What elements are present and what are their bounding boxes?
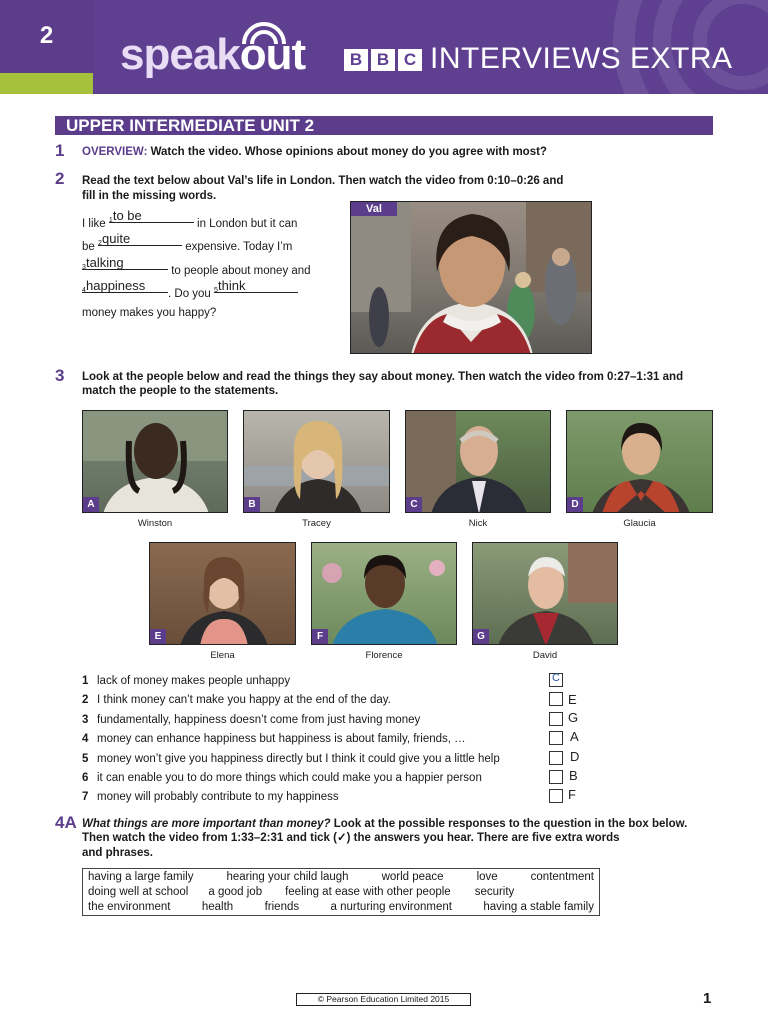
statement-row: 4 money can enhance happiness but happiness is about family, friends, … [82, 733, 466, 746]
person-name: David [532, 650, 558, 661]
speakout-logo: speakout [120, 30, 306, 79]
photo-label: Val [351, 202, 397, 216]
q2-gapfill-text: I like $^1$ to be in London but it can be $^2$ quite expensive. Today I’m $^3$ talking to people about money and $^4$ happiness . Do you $^5$ think money makes you happy? [82, 208, 311, 320]
q4-instruction-line1: What things are more important than money? Look at the possible responses to the question in the box below. [82, 818, 688, 830]
answer-letter: E [568, 692, 577, 708]
word-box [82, 868, 600, 916]
word-option[interactable]: hearing your child laugh [226, 871, 349, 883]
person-photo [82, 410, 228, 513]
person-name: Nick [468, 518, 488, 529]
answer-box[interactable] [549, 712, 563, 726]
word-option[interactable]: a nurturing environment [330, 901, 452, 913]
person-name: Winston [137, 518, 173, 529]
person-name: Elena [210, 650, 235, 661]
word-option[interactable]: security [474, 886, 515, 898]
word-row [88, 870, 594, 885]
q4-instruction-line2: Then watch the video from 1:33–2:31 and tick (✓) the answers you hear. There are five extra words [82, 832, 620, 844]
person-letter: G [473, 629, 489, 644]
answer-letter: G [568, 709, 579, 725]
word-option[interactable]: world peace [381, 871, 444, 883]
q2-instruction-line2: fill in the missing words. [82, 190, 217, 202]
statements-list [82, 672, 542, 808]
word-option[interactable]: having a stable family [483, 901, 594, 913]
word-option[interactable]: contentment [530, 871, 594, 883]
person-photo [566, 410, 713, 513]
word-option[interactable]: doing well at school [88, 886, 189, 898]
person-letter: D [567, 497, 583, 512]
gap-answer: happiness [86, 277, 146, 293]
answer-box[interactable] [549, 692, 563, 706]
person-name: Glaucia [623, 518, 656, 529]
series-title: INTERVIEWS EXTRA [430, 42, 733, 75]
word-option[interactable]: friends [264, 901, 300, 913]
word-option[interactable]: feeling at ease with other people [285, 886, 451, 898]
q3-instruction-line1: Look at the people below and read the things they say about money. Then watch the video from 0:27–1:31 and [82, 371, 684, 383]
broadcast-waves-icon [232, 16, 296, 46]
question-number: 4A [55, 813, 77, 832]
question-number: 3 [55, 366, 65, 385]
statement-row: 2 I think money can’t make you happy at the end of the day. [82, 694, 391, 707]
gap-answer: think [218, 277, 246, 293]
val-photo [350, 201, 592, 354]
answer-letter: C [552, 672, 560, 684]
question-number: 2 [55, 169, 65, 188]
word-option[interactable]: having a large family [88, 871, 194, 883]
q4-instruction-line3: and phrases. [82, 847, 153, 859]
word-row [88, 900, 594, 915]
unit-title-bar: UPPER INTERMEDIATE UNIT 2 [55, 116, 713, 135]
answer-box[interactable] [549, 751, 563, 765]
statement-row: 7 money will probably contribute to my happiness [82, 791, 339, 804]
unit-number: 2 [39, 22, 54, 49]
statement-row: 5 money won’t give you happiness directly but I think it could give you a little help [82, 752, 500, 765]
q2-instruction-line1: Read the text below about Val’s life in London. Then watch the video from 0:10–0:26 and [82, 175, 564, 187]
gap-answer: quite [102, 231, 131, 247]
person-letter: F [312, 629, 328, 644]
answer-box[interactable] [549, 770, 563, 784]
word-row [88, 885, 594, 900]
answer-box[interactable] [549, 731, 563, 745]
copyright-notice: © Pearson Education Limited 2015 [296, 993, 471, 1006]
answer-letter: B [569, 767, 578, 783]
gap-answer: talking [86, 254, 124, 270]
person-letter: B [244, 497, 260, 512]
person-photo [149, 542, 296, 645]
gap-answer: to be [112, 208, 142, 223]
word-option[interactable]: health [201, 901, 234, 913]
statement-row: 3 fundamentally, happiness doesn’t come from just having money [82, 713, 421, 726]
answer-box[interactable] [549, 789, 563, 803]
person-photo [405, 410, 551, 513]
person-letter: A [83, 497, 99, 512]
question-number: 1 [55, 141, 65, 160]
statement-row: 6 it can enable you to do more things which could make you a happier person [82, 772, 482, 785]
accent-bar [0, 73, 93, 94]
person-letter: C [406, 497, 422, 512]
person-photo [472, 542, 618, 645]
person-photo [243, 410, 390, 513]
person-name: Florence [365, 650, 403, 661]
word-option[interactable]: love [476, 871, 498, 883]
q3-instruction-line2: match the people to the statements. [82, 385, 279, 397]
statement-row: 1 lack of money makes people unhappy [82, 675, 291, 687]
word-option[interactable]: a good job [208, 886, 263, 898]
bbc-logo: B B C [344, 49, 422, 71]
person-letter: E [150, 629, 166, 644]
answer-letter: D [570, 748, 580, 764]
person-photo [311, 542, 457, 645]
answer-letter: F [568, 787, 576, 803]
page-number: 1 [703, 990, 712, 1007]
person-name: Tracey [302, 518, 331, 529]
page-header [0, 0, 768, 94]
answer-letter: A [570, 729, 579, 745]
word-option[interactable]: the environment [88, 901, 171, 913]
q1-text: OVERVIEW: Watch the video. Whose opinions about money do you agree with most? [82, 146, 547, 158]
